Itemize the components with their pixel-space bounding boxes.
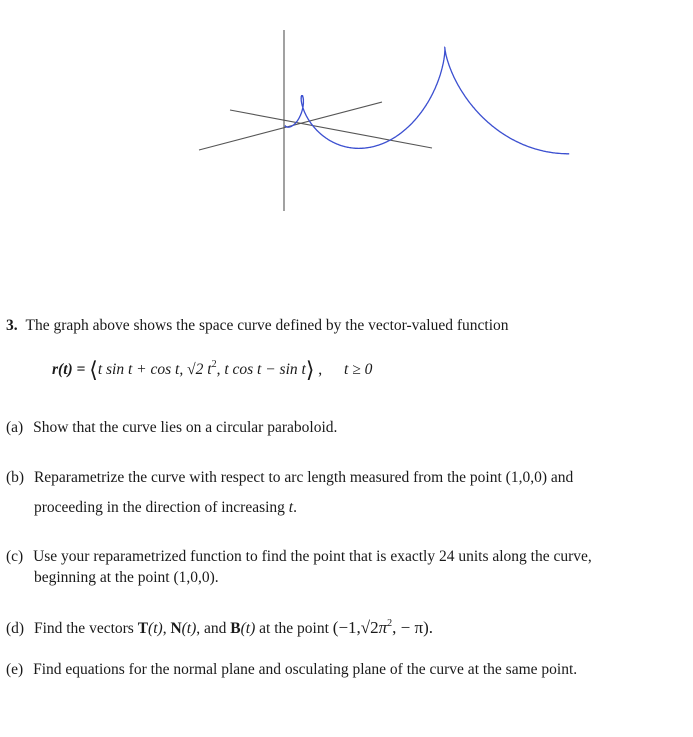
function-comp1: t sin t + cos t, bbox=[97, 361, 184, 378]
part-b-var: t bbox=[288, 499, 294, 516]
part-d-T: T bbox=[137, 620, 149, 637]
function-domain: t ≥ 0 bbox=[344, 361, 373, 378]
part-d-targ-T: (t) bbox=[148, 620, 163, 637]
part-c-label: (c) bbox=[6, 548, 24, 565]
part-c bbox=[6, 547, 592, 567]
part-d-B: B bbox=[230, 620, 241, 637]
part-d-N: N bbox=[170, 620, 182, 637]
function-comp2-exp: 2 bbox=[211, 359, 217, 370]
part-b-line1: Reparametrize the curve with respect to arc length measured from the point (1,0,0) and bbox=[33, 469, 574, 486]
problem-number: 3. bbox=[6, 317, 18, 334]
right-angle-bracket: ⟩ bbox=[305, 357, 315, 382]
part-c-line2-row bbox=[34, 568, 219, 588]
part-d-post: at the point bbox=[259, 620, 329, 637]
part-a bbox=[6, 418, 337, 438]
part-b-line2: proceeding in the direction of increasing bbox=[34, 499, 285, 516]
part-c-line2: beginning at the point (1,0,0). bbox=[34, 569, 219, 586]
function-definition bbox=[52, 355, 372, 380]
function-after: , bbox=[318, 361, 323, 378]
part-d-point-open: (−1, bbox=[332, 618, 361, 637]
function-comp3: t cos t − sin t bbox=[224, 361, 306, 378]
part-b-end: . bbox=[293, 499, 297, 516]
part-b-line2-row bbox=[34, 498, 297, 518]
part-d-targ-B: (t) bbox=[240, 620, 256, 637]
space-curve-graph bbox=[0, 0, 693, 270]
part-c-line1: Use your reparametrized function to find the point that is exactly 24 units along the curve, bbox=[33, 548, 592, 565]
sqrt-symbol-icon: √ bbox=[187, 361, 196, 378]
part-e-text: Find equations for the normal plane and osculating plane of the curve at the same point. bbox=[33, 661, 578, 678]
part-a-text: Show that the curve lies on a circular paraboloid. bbox=[33, 419, 338, 436]
function-comp2-sep: , bbox=[216, 361, 221, 378]
part-e bbox=[6, 660, 577, 680]
part-a-label: (a) bbox=[6, 419, 24, 436]
part-d: (d) Find the vectors T(t), N(t), and B(t) at the point ($-1,√2\pi^2$, − π). bbox=[6, 618, 433, 637]
part-b-label: (b) bbox=[6, 469, 25, 486]
function-comp2: 2 t bbox=[195, 361, 212, 378]
part-b bbox=[6, 468, 573, 488]
part-d-point-exp: 2 bbox=[387, 618, 393, 629]
part-d-pre: Find the vectors bbox=[33, 620, 134, 637]
part-e-label: (e) bbox=[6, 661, 24, 678]
part-d-mid: , and bbox=[196, 620, 227, 637]
left-angle-bracket: ⟨ bbox=[89, 357, 98, 382]
problem-intro-text: The graph above shows the space curve defined by the vector-valued function bbox=[25, 317, 509, 334]
sqrt-symbol-icon: √2 bbox=[360, 618, 379, 637]
space-curve bbox=[285, 48, 569, 154]
part-d-label: (d) bbox=[6, 620, 25, 637]
part-d-point-close: , − π). bbox=[392, 618, 433, 637]
part-d-point bbox=[333, 618, 433, 637]
problem-intro bbox=[6, 316, 509, 336]
function-lhs: r(t) = bbox=[52, 361, 86, 378]
part-d-targ-N: (t) bbox=[181, 620, 197, 637]
part-d-point-pi: π bbox=[378, 618, 388, 637]
